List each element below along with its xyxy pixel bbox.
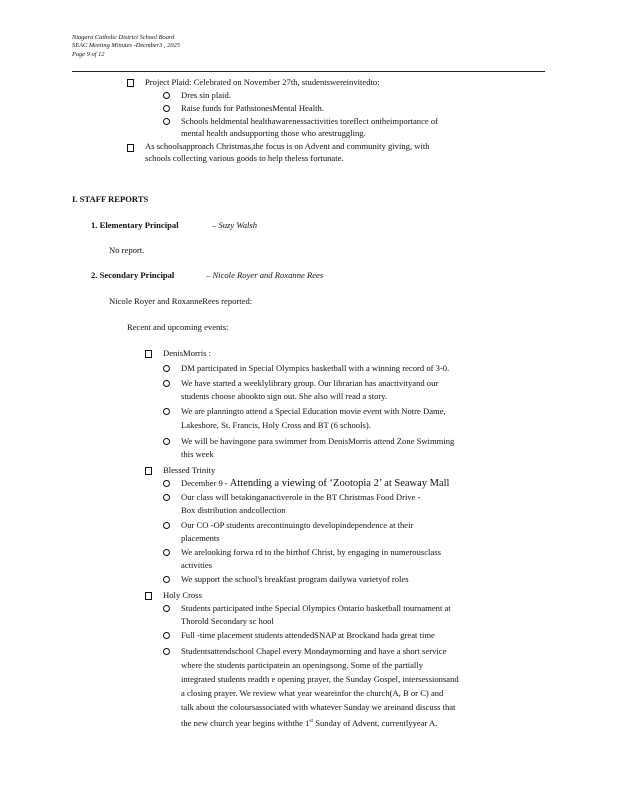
square-bullet-icon [145,350,152,358]
item1-body: No report. [109,245,145,255]
advent-text: As schoolsapproach Christmas,the focus is on Advent and community giving, with [145,141,430,151]
circle-bullet-icon [163,576,170,583]
page-header [72,34,180,59]
plaid-sub3-cont: mental health andsupporting those who arestruggling. [181,128,366,138]
item2-body: Nicole Royer and RoxanneRees reported: [109,296,253,306]
blessed-l3: Our CO -OP students arecontinuingto developindependence at their [181,520,414,530]
holy-l3-cont5-b: Sunday of Advent, currentlyyear A. [315,717,438,728]
circle-bullet-icon [163,92,170,99]
circle-bullet-icon [163,365,170,372]
holy-l3-cont4: talk about the coloursassociated with whatever Sunday we areinand discuss that [181,702,456,712]
denis-l1: DM participated in Special Olympics basketball with a winning record of 3-0. [181,363,450,373]
circle-bullet-icon [163,438,170,445]
denis-l3-cont: Lakeshore, St. Francis, Holy Cross and BT (6 schools). [181,420,371,430]
square-bullet-icon [127,144,134,152]
blessed-l4: We arelooking forwa rd to the birthof Christ, by engaging in numerousclass [181,547,441,557]
holy-l1: Students participated inthe Special Olympics Ontario basketball tournament at [181,603,451,613]
circle-bullet-icon [163,118,170,125]
circle-bullet-icon [163,648,170,655]
header-board: Niagara Catholic District School Board [72,34,175,41]
plaid-sub3: Schools heldmental healthawarenessactivities toreflect ontheimportance of [181,116,439,126]
square-bullet-icon [127,79,134,87]
square-bullet-icon [145,592,152,600]
project-plaid-text: Project Plaid: Celebrated on November 27th, studentswereinvitedto: [145,77,380,87]
advent-text-cont: schools collecting various goods to help theless fortunate. [145,153,344,163]
circle-bullet-icon [163,105,170,112]
circle-bullet-icon [163,632,170,639]
circle-bullet-icon [163,408,170,415]
header-page: Page 9 of 12 [72,50,105,58]
denis-l3: We are planningto attend a Special Education movie event with Notre Dame, [181,406,446,416]
blessed-l1 [181,478,449,489]
holy-l2: Full -time placement students attendedSNAP at Brockand hada great time [181,630,435,640]
holy-l3-cont1: where the students participatein an openingsong. Some of the partially [181,660,423,670]
blessed-l2-cont: Box distribution andcollection [181,505,286,515]
holy-l3-cont3: a closing prayer. We review what year weareinfor the church(A, B or C) and [181,688,444,698]
denis-l4: We will be havingone para swimmer from DenisMorris attend Zone Swimming [181,436,455,446]
denis-title: DenisMorris : [163,348,211,358]
circle-bullet-icon [163,494,170,501]
square-bullet-icon [145,467,152,475]
denis-l4-cont: this week [181,449,214,459]
ordinal-suffix: st [309,718,314,724]
item1-title: 1. Elementary Principal [91,220,179,230]
blessed-l1-date: December 9 - [181,478,228,488]
denis-l2-cont: students choose abookto sign out. She also will read a story. [181,391,388,401]
blessed-title: Blessed Trinity [163,465,216,475]
plaid-sub2: Raise funds for PathstonesMental Health. [181,103,324,113]
circle-bullet-icon [163,605,170,612]
holy-l3-cont2: integrated students readth e opening prayer, the Sunday Gospel, intersessionsand [181,674,459,684]
header-rule [72,71,545,72]
holy-l1-cont: Thorold Secondary sc hool [181,616,274,626]
holy-l3-cont5 [181,716,437,728]
blessed-l3-cont: placements [181,533,220,543]
blessed-l4-cont: activities [181,560,213,570]
plaid-sub1: Dres sin plaid. [181,90,231,100]
blessed-l5: We support the school's breakfast program dailywa varietyof roles [181,574,409,584]
blessed-l2: Our class will betakinganactiverole in the BT Christmas Food Drive - [181,492,421,502]
holy-l3: Studentsattendschool Chapel every Mondaymorning and have a short service [181,646,447,656]
circle-bullet-icon [163,480,170,487]
header-meeting: SEAC Meeting Minutes -Decmber3 , 2025 [72,42,180,50]
circle-bullet-icon [163,380,170,387]
denis-l2: We have started a weeklylibrary group. Our librarian has anactivityand our [181,378,439,388]
circle-bullet-icon [163,522,170,529]
holy-l3-cont5-a: the new church year begins withthe 1 [181,717,310,728]
item2-presenter: – Nicole Royer and Roxanne Rees [206,270,324,280]
item2-title: 2. Secondary Principal [91,270,175,280]
holy-title: Holy Cross [163,590,202,600]
recent-events-label: Recent and upcoming events: [127,322,229,332]
blessed-l1-event: Attending a viewing of ‘Zootopia 2’ at Seaway Mall [227,478,450,489]
circle-bullet-icon [163,549,170,556]
section-heading: I. STAFF REPORTS [72,194,149,204]
item1-presenter: – Suzy Walsh [212,220,258,230]
